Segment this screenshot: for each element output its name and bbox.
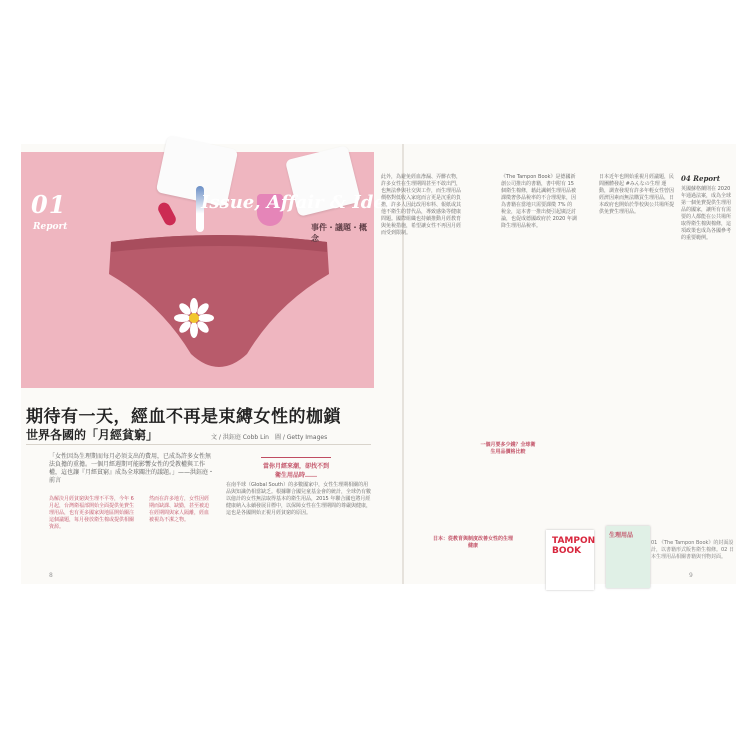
body-text: 此外，為避免經血滲漏、弄髒衣物，許多女性在生理期間甚至不敢出門，也無法參與社交與工作，而生理用品價格對低收入家庭而言更是沉重的負擔，許多人因此改用布料、報紙或其他不衛生的替代品，導致感染等健康問題。國際組織也持續推動月經教育與免稅措施，希望讓女性不再因月經而受到限制。 (381, 174, 462, 236)
body-text: 《The Tampon Book》是德國新創公司推出的書籍，書中附有 15 個衛生棉條，藉此諷刺生理用品被課徵奢侈品稅率的不合理現象，因為書籍在當地只需要課徵 7% 的稅金，這本書一推出便引起廣泛討論，也促成德國政府於 2020 年調降生理用品稅率。 (501, 174, 577, 229)
book-cover-title: 生理用品 (609, 532, 634, 539)
series-title: Issue, Affair & Idea (201, 192, 397, 213)
report-label: 04 Report (681, 174, 720, 183)
article-headline: 期待有一天，經血不再是束縛女性的枷鎖 (26, 407, 341, 427)
series-subtitle: 事件・議題・概念 (311, 223, 367, 243)
image-caption: 01 《The Tampon Book》的封面設計，以書籍形式販售衛生棉條。02 日本生理用品相關書籍與刊物封面。 (651, 540, 734, 560)
body-text: 英國蘇格蘭則在 2020 年通過法案，成為全球第一個免費提供生理用品的國家，讓所有有需要的人都能在公共場所取得衛生棉與棉條，這項政策也成為各國參考的重要範例。 (681, 186, 732, 241)
lipstick-image (156, 201, 178, 228)
article-credits: 文 / 洪鈺庭 Cobb Lin 圖 / Getty Images (211, 434, 328, 441)
hero-photo (21, 152, 397, 388)
daisy-icon (174, 298, 214, 338)
book-cover-title: TAMPON BOOK (552, 536, 596, 556)
page-number: 9 (689, 572, 693, 579)
underwear-image (107, 234, 331, 380)
magazine-spread (21, 144, 736, 584)
divider (261, 457, 331, 458)
body-text: 然而在許多地方，女性因經期而缺課、缺勤，甚至被迫在經期間與家人隔離，經血被視為不潔之物。 (149, 496, 210, 523)
section-number: 01 (31, 190, 67, 219)
report-label: Report (33, 222, 68, 232)
page-number: 8 (49, 572, 53, 579)
pull-quote: 當你月經來潮，卻找不到衛生用品時…… (262, 463, 329, 479)
divider (26, 444, 371, 445)
body-text: 為解決月經貧窮與生理不平等，今年 6 月起，台灣衛福部開始全面提供免費生理用品，也有更多國家與地區開始關注這個議題，每月發放衛生棉或提供相關資源。 (49, 496, 135, 530)
body-text: 在南半球（Global South）的多數國家中，女性生理期相關的用品與知識仍相當缺乏。根據聯合國兒童基金會的統計，全球仍有數以億計的女性無法取得基本的衛生用品，2015 年聯合國也將月經健康納入永續發展目標中，以保障女性在生理期間的尊嚴與健康，這也是各國開始正視月經貧窮的原因。 (226, 482, 372, 516)
section-heading: 日本：從教育與制度改善女性的生理健康 (433, 536, 514, 549)
body-text: 日本近年也開始重視月經議題，民間團體發起 #みんなの生理 運動，調查發現有許多年輕女性曾因經濟因素而無法購買生理用品，日本政府也開始於學校與公共場所提供免費生理用品。 (599, 174, 675, 215)
lead-quote: 「女性因為生理期而每月必須支出的費用，已成為許多女性無法負擔的重擔。一個月經週期可能影響女性的受教權與工作權，這也讓『月經貧窮』成為全球關注的議題。」——洪鈺庭・前言 (49, 453, 215, 484)
article-subtitle: 世界各國的「月經貧窮」 (26, 428, 159, 442)
section-heading: 一個月要多少錢？全球衛生用品價格比較 (480, 442, 536, 455)
